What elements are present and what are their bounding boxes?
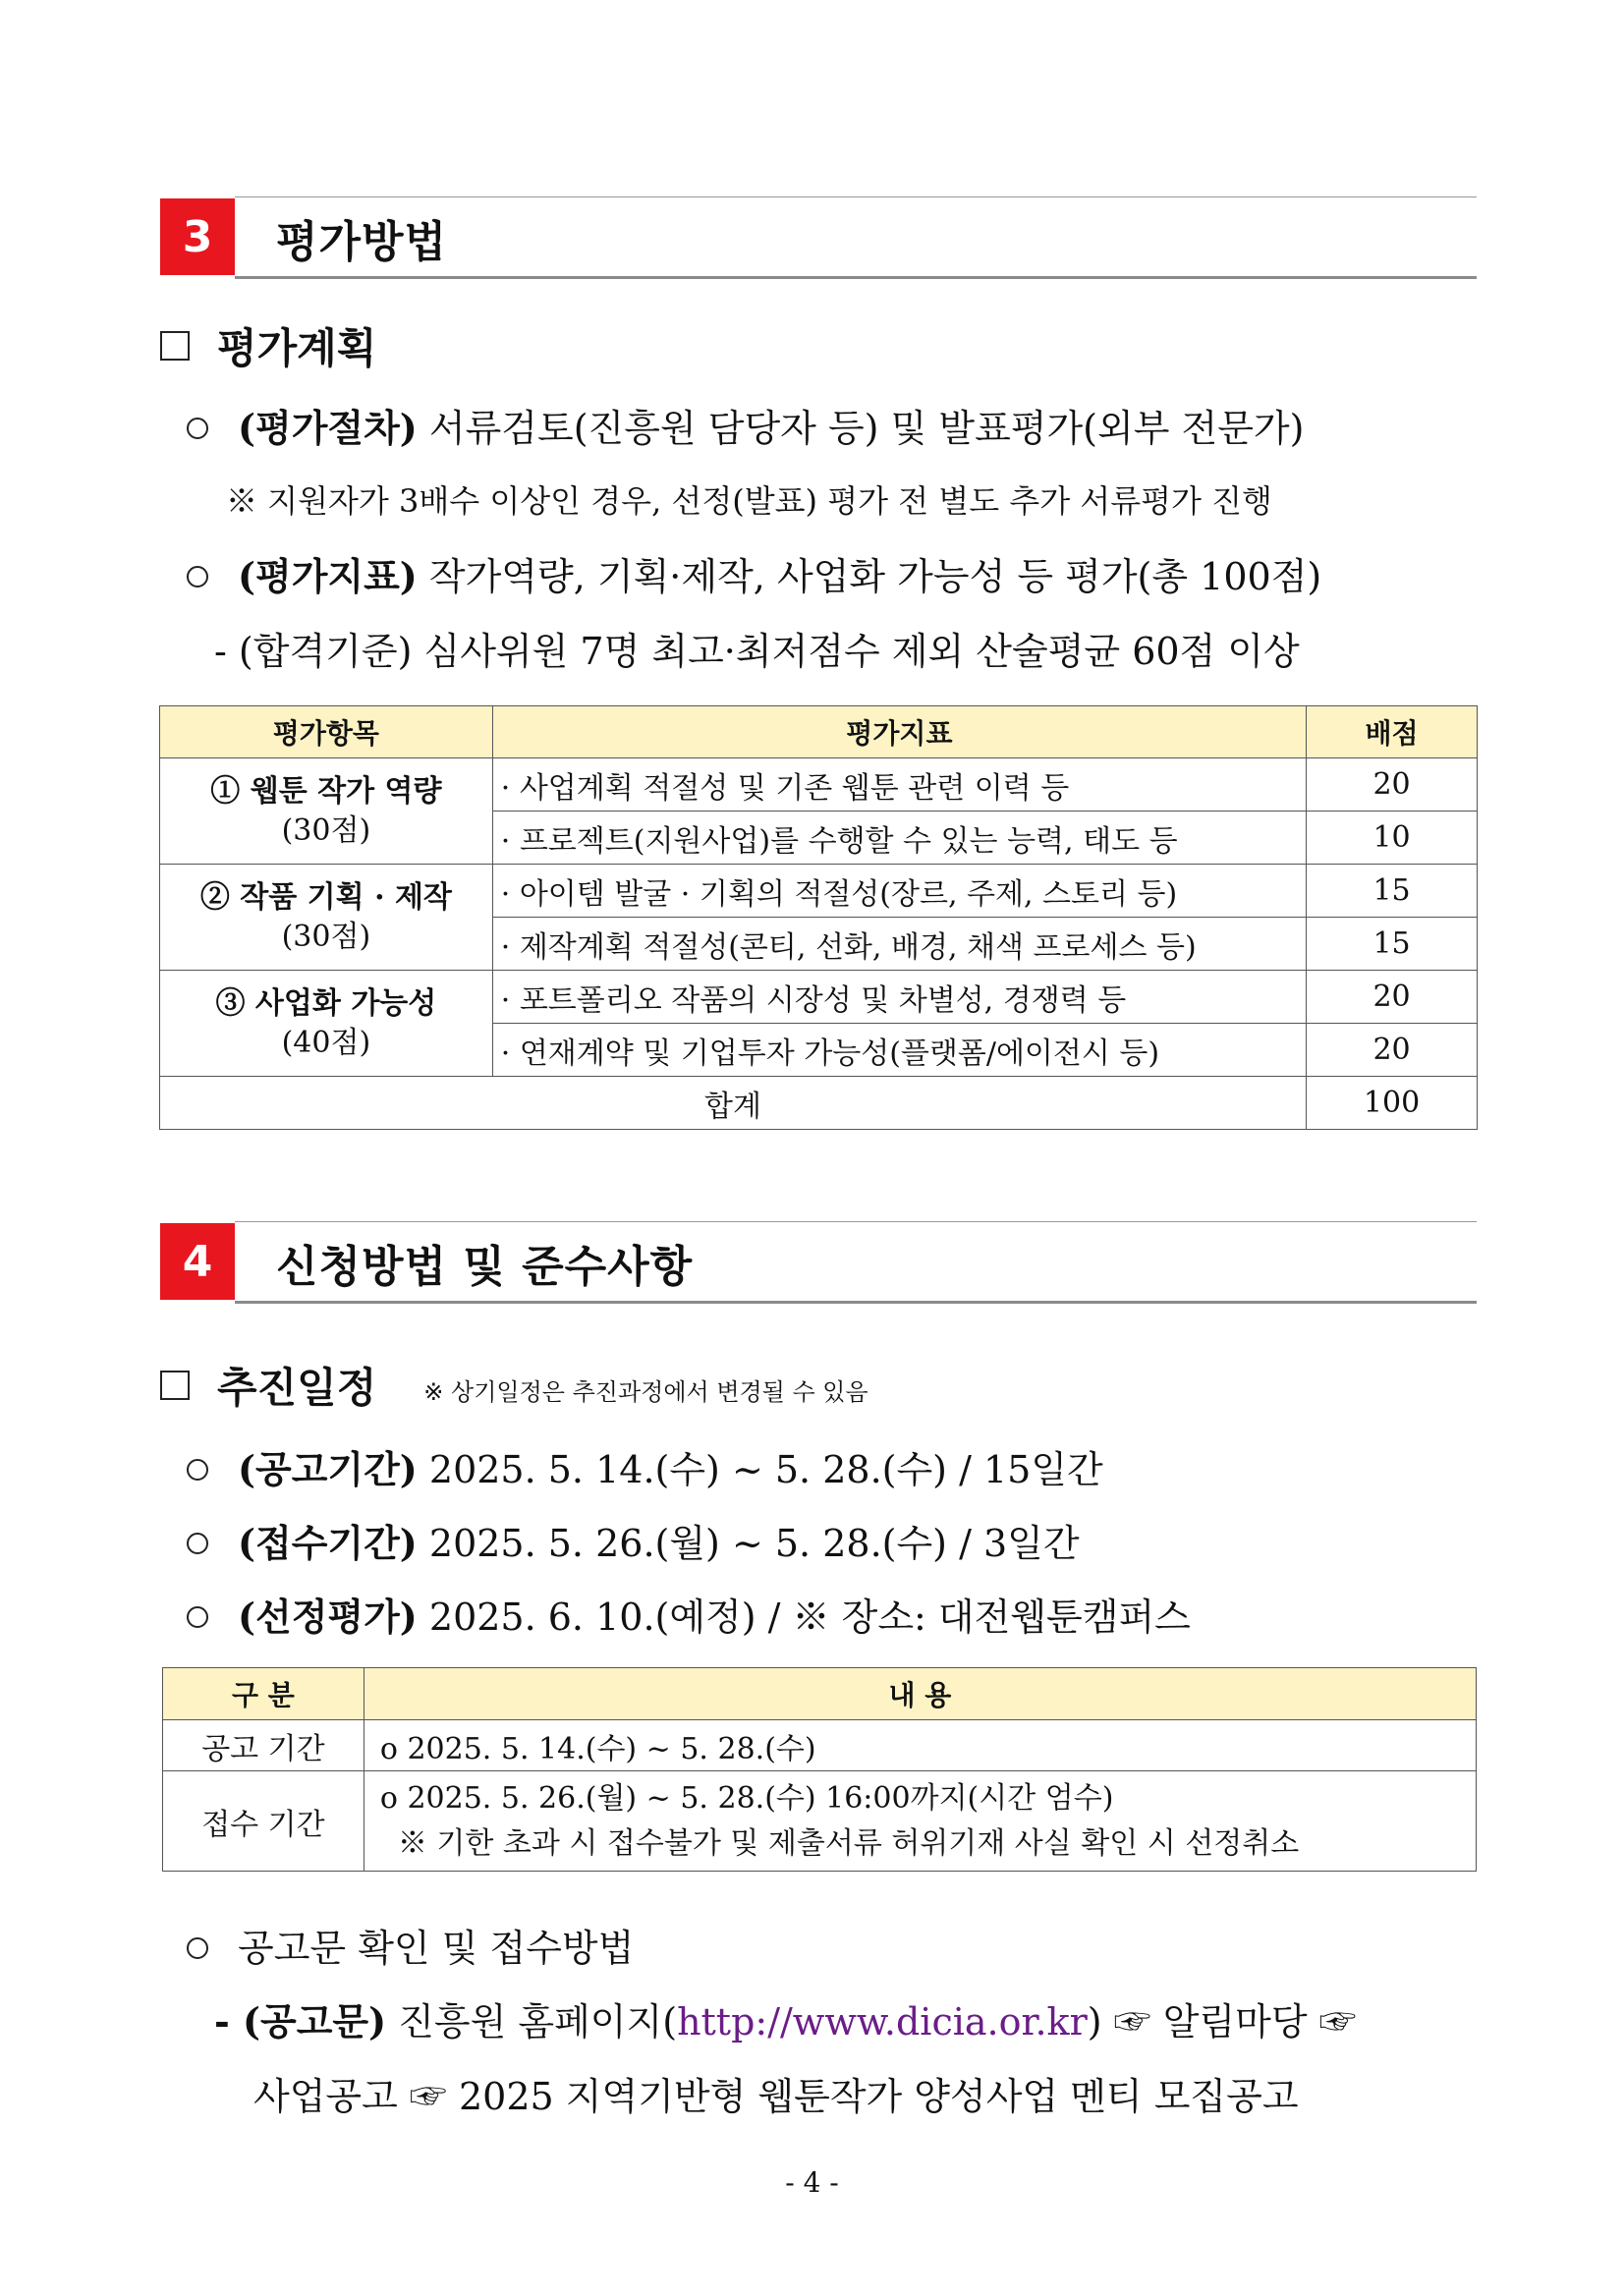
schedule-table	[162, 1667, 1477, 1872]
header-top-rule	[235, 196, 1477, 197]
indicator-cell: · 사업계획 적절성 및 기존 웹툰 관련 이력 등	[492, 758, 1306, 812]
table-row	[160, 758, 1478, 812]
content-cell: o 2025. 5. 26.(월) ~ 5. 28.(수) 16:00까지(시간 엄수) ※ 기한 초과 시 접수불가 및 제출서류 허위기재 사실 확인 시 선정취소	[364, 1771, 1476, 1872]
circle-bullet-icon	[187, 1533, 208, 1554]
table-header-row	[160, 706, 1478, 758]
checkbox-square-icon	[160, 331, 190, 361]
score-cell: 20	[1307, 1024, 1478, 1077]
header-cell: 평가지표	[492, 706, 1306, 758]
table-row	[160, 865, 1478, 918]
circle-bullet-icon	[187, 1459, 208, 1481]
table-row	[163, 1771, 1477, 1872]
procedure-label: (평가절차)	[238, 406, 418, 450]
dicia-homepage-link[interactable]: http://www.dicia.or.kr	[677, 2000, 1088, 2044]
category-cell: ③ 사업화 가능성 (40점)	[160, 971, 493, 1077]
indicator-cell: · 아이템 발굴 · 기획의 적절성(장르, 주제, 스토리 등)	[492, 865, 1306, 918]
header-cell: 구 분	[163, 1668, 364, 1720]
table-row	[163, 1720, 1477, 1771]
score-cell: 20	[1307, 758, 1478, 812]
schedule-item: (선정평가) 2025. 6. 10.(예정) / ※ 장소: 대전웹툰캠퍼스	[187, 1587, 1191, 1641]
section-title: 평가방법	[276, 217, 448, 267]
score-cell: 10	[1307, 812, 1478, 865]
notice-line-2: 사업공고 ☞ 2025 지역기반형 웹툰작가 양성사업 멘티 모집공고	[253, 2075, 1299, 2118]
indicator-cell: · 포트폴리오 작품의 시장성 및 차별성, 경쟁력 등	[492, 971, 1306, 1024]
subsection-title: 평가계획	[217, 324, 377, 372]
pass-text: 심사위원 7명 최고·최저점수 제외 산술평균 60점 이상	[423, 630, 1300, 673]
category-cell: ① 웹툰 작가 역량 (30점)	[160, 758, 493, 865]
procedure-line	[187, 398, 1304, 452]
score-cell: 15	[1307, 918, 1478, 971]
circle-bullet-icon	[187, 1606, 208, 1628]
score-cell: 20	[1307, 971, 1478, 1024]
notice-line: - (공고문) 진흥원 홈페이지(http://www.dicia.or.kr) ☞ 알림마당 ☞	[214, 1999, 1357, 2044]
header-cell: 내 용	[364, 1668, 1476, 1720]
page-number: - 4 -	[785, 2166, 839, 2199]
total-label-cell: 합계	[160, 1077, 1307, 1130]
section-number-badge: 3	[160, 198, 235, 275]
index-line	[187, 546, 1321, 600]
total-score-cell: 100	[1307, 1077, 1478, 1130]
pass-label: - (합격기준)	[214, 630, 413, 673]
schedule-item: (접수기간) 2025. 5. 26.(월) ~ 5. 28.(수) / 3일간	[187, 1513, 1080, 1567]
procedure-text: 서류검토(진흥원 담당자 등) 및 발표평가(외부 전문가)	[428, 407, 1305, 450]
section-title: 신청방법 및 준수사항	[276, 1242, 694, 1292]
label-cell: 접수 기간	[163, 1771, 364, 1872]
checkbox-square-icon	[160, 1371, 190, 1400]
subsection-title: 추진일정	[217, 1364, 377, 1412]
indicator-cell: · 제작계획 적절성(콘티, 선화, 배경, 채색 프로세스 등)	[492, 918, 1306, 971]
indicator-cell: · 연재계약 및 기업투자 가능성(플랫폼/에이전시 등)	[492, 1024, 1306, 1077]
header-bottom-rule	[235, 276, 1477, 279]
subsection-note: ※ 상기일정은 추진과정에서 변경될 수 있음	[423, 1377, 868, 1406]
index-label: (평가지표)	[238, 554, 418, 598]
notice-heading: 공고문 확인 및 접수방법	[187, 1918, 634, 1972]
table-row	[160, 971, 1478, 1024]
subsection-schedule	[160, 1356, 868, 1415]
header-top-rule	[235, 1221, 1477, 1222]
index-text: 작가역량, 기획·제작, 사업화 가능성 등 평가(총 100점)	[428, 555, 1322, 598]
score-cell: 15	[1307, 865, 1478, 918]
section-4-header	[160, 1221, 1477, 1304]
table-total-row	[160, 1077, 1478, 1130]
header-cell: 배점	[1307, 706, 1478, 758]
label-cell: 공고 기간	[163, 1720, 364, 1771]
schedule-item: (공고기간) 2025. 5. 14.(수) ~ 5. 28.(수) / 15일간	[187, 1439, 1103, 1493]
content-cell: o 2025. 5. 14.(수) ~ 5. 28.(수)	[364, 1720, 1476, 1771]
header-bottom-rule	[235, 1301, 1477, 1304]
section-number-badge: 4	[160, 1223, 235, 1300]
subsection-evaluation-plan	[160, 316, 376, 375]
pass-criteria-line	[214, 621, 1300, 675]
procedure-note: ※ 지원자가 3배수 이상인 경우, 선정(발표) 평가 전 별도 추가 서류평가 진행	[226, 482, 1272, 520]
table-header-row	[163, 1668, 1477, 1720]
category-cell: ② 작품 기획 · 제작 (30점)	[160, 865, 493, 971]
circle-bullet-icon	[187, 1937, 208, 1959]
section-3-header	[160, 196, 1477, 279]
indicator-cell: · 프로젝트(지원사업)를 수행할 수 있는 능력, 태도 등	[492, 812, 1306, 865]
circle-bullet-icon	[187, 566, 208, 588]
header-cell: 평가항목	[160, 706, 493, 758]
evaluation-table	[159, 705, 1478, 1130]
circle-bullet-icon	[187, 418, 208, 439]
